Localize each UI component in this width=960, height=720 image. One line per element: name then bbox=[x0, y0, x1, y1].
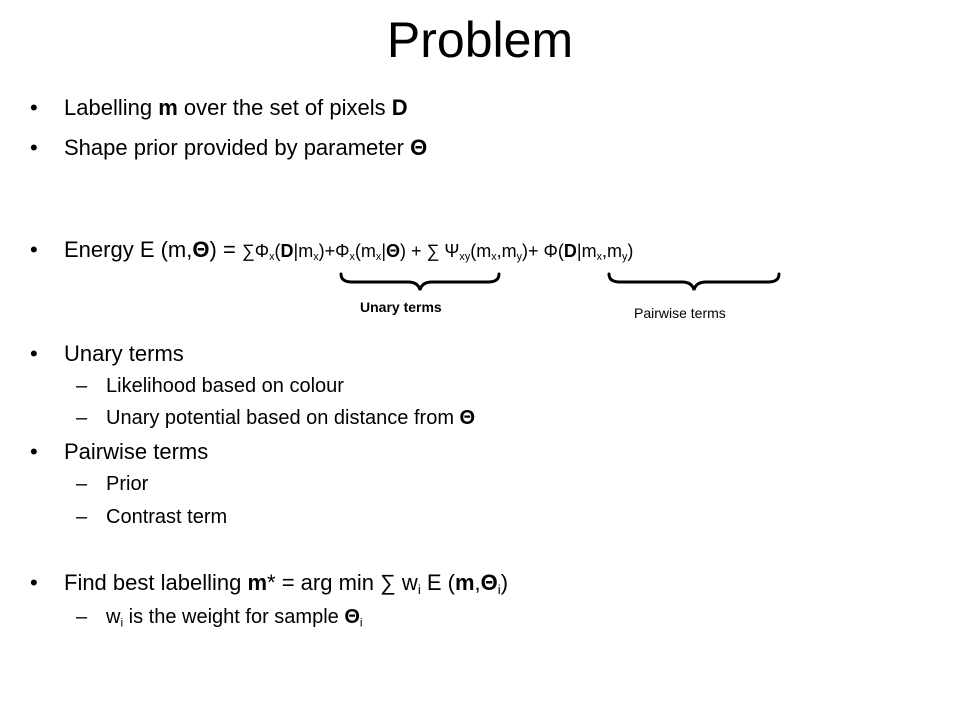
bullet-find-best-labelling: Find best labelling m* = arg min ∑ $w_i$ E $(m,\Theta_i)$ bbox=[64, 570, 509, 597]
dash-glyph: – bbox=[76, 407, 88, 429]
bullet-pairwise-terms: Pairwise terms bbox=[64, 439, 209, 464]
sub-item-prior: Prior bbox=[106, 473, 149, 495]
dash-glyph: – bbox=[76, 473, 88, 495]
sub-item-likelihood: Likelihood based on colour bbox=[106, 375, 344, 397]
unary-brace-icon bbox=[338, 272, 502, 294]
sub-item-contrast: Contrast term bbox=[106, 506, 228, 528]
pairwise-terms-label: Pairwise terms bbox=[634, 305, 726, 321]
dash-glyph: – bbox=[76, 375, 88, 397]
bullet-glyph: • bbox=[30, 570, 38, 595]
bullet-unary-terms: Unary terms bbox=[64, 341, 184, 366]
bullet-energy: Energy E $(m,\Theta) = \sum\Phi_x(D|m_x)+\Phi_x(m_x|\Theta)$ + ∑ $\Psi_{xy}(m_x,m_y)+ \Phi(D|m_x,m_y)$ bbox=[64, 237, 634, 264]
bullet-glyph: • bbox=[30, 237, 38, 262]
bullet-labelling: Labelling m over the set of pixels D bbox=[64, 95, 408, 120]
bullet-glyph: • bbox=[30, 95, 38, 120]
dash-glyph: – bbox=[76, 506, 88, 528]
sub-item-unary-potential: Unary potential based on distance from Θ bbox=[106, 407, 476, 429]
bullet-shape-prior: Shape prior provided by parameter Θ bbox=[64, 135, 428, 160]
bullet-glyph: • bbox=[30, 341, 38, 366]
bullet-glyph: • bbox=[30, 439, 38, 464]
sub-item-weight: $w_i$ is the weight for sample $\Theta_i$ bbox=[106, 606, 363, 630]
pairwise-brace-icon bbox=[606, 272, 782, 294]
slide-title: Problem bbox=[386, 12, 574, 68]
unary-terms-label: Unary terms bbox=[360, 299, 442, 315]
bullet-glyph: • bbox=[30, 135, 38, 160]
dash-glyph: – bbox=[76, 606, 88, 628]
